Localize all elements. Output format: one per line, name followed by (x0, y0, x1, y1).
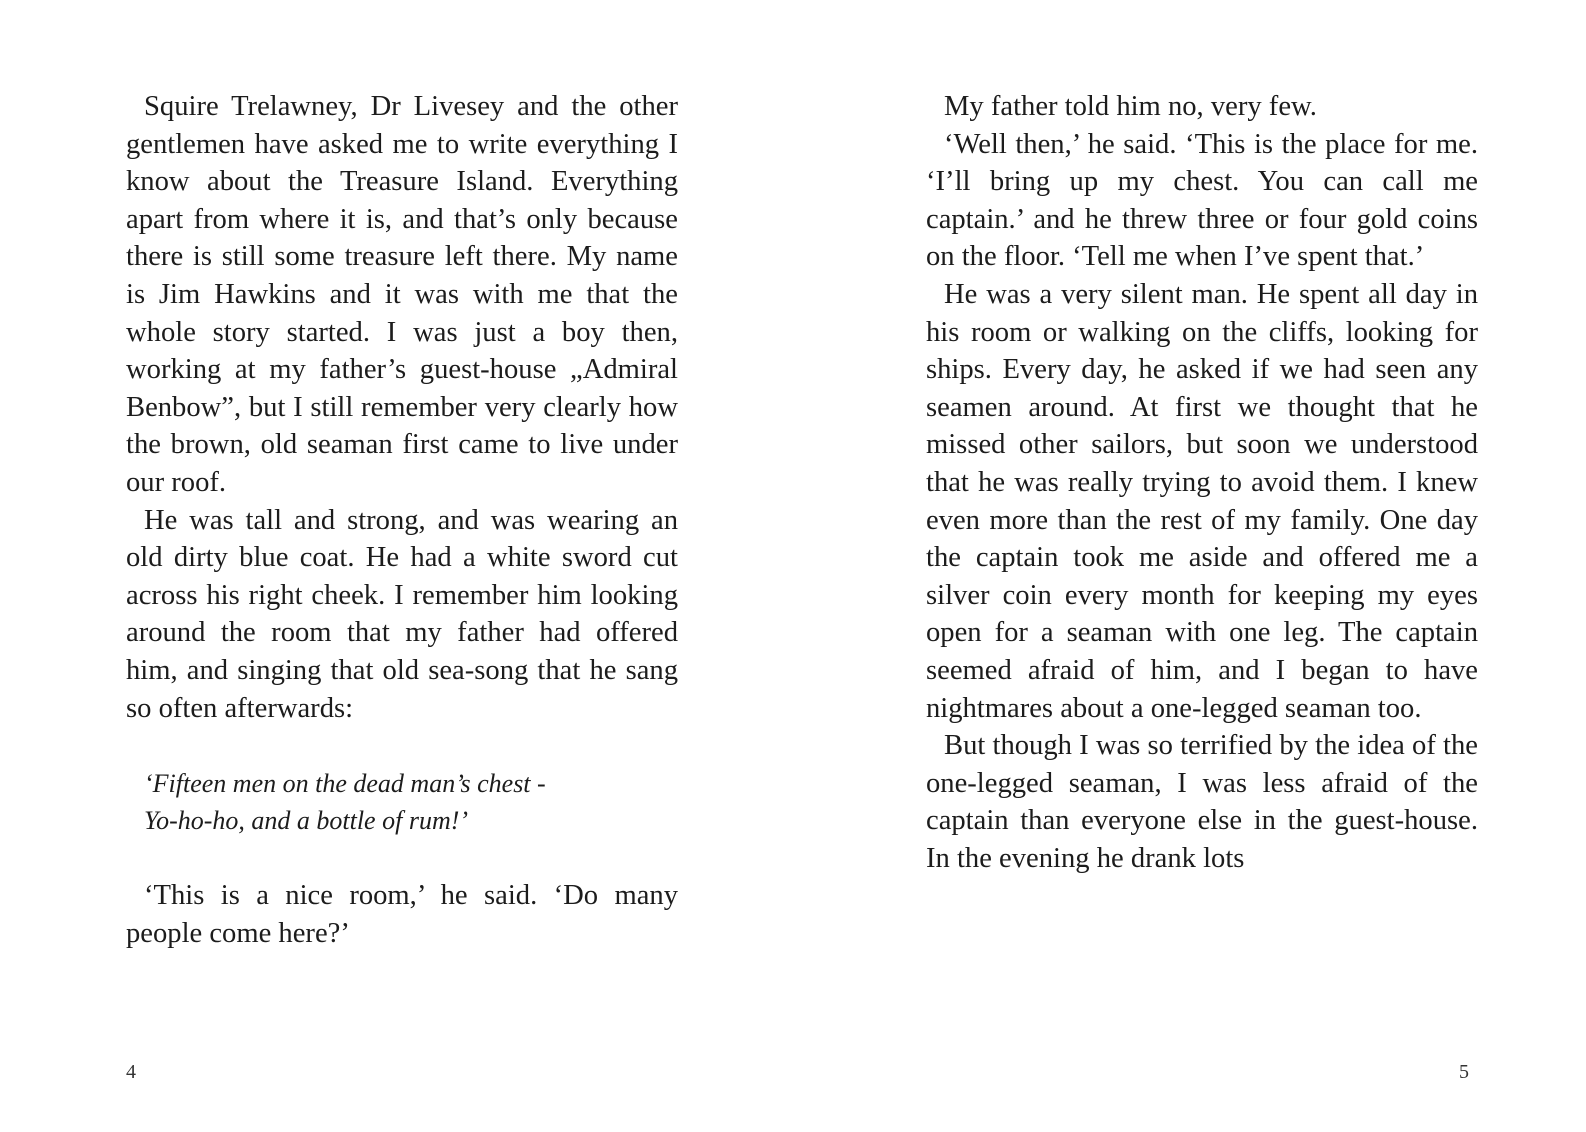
paragraph-4: But though I was so terrified by the idea of the one-legged seaman, I was less afraid of the captain than everyone else in the guest-house. In the evening he drank lots (926, 730, 1478, 874)
page-number-left: 4 (126, 1061, 136, 1083)
song-verse (144, 765, 678, 840)
song-line-1: ‘Fifteen men on the dead man’s chest - (144, 768, 546, 798)
song-line-2: Yo-ho-ho, and a bottle of rum!’ (144, 806, 469, 836)
paragraph-3: He was a very silent man. He spent all day in his room or walking on the cliffs, looking for ships. Every day, he asked if we had seen any seamen around. At first we thought that he missed other sailors, but soon we understood that he was really trying to avoid them. I knew even more than the rest of my family. One day the captain took me aside and offered me a silver coin every month for keeping my eyes open for a seaman with one leg. The captain seemed afraid of him, and I began to have nightmares about a one-legged seaman too. (926, 278, 1478, 724)
left-page (126, 88, 678, 953)
paragraph-2: He was tall and strong, and was wearing an old dirty blue coat. He had a white sword cut across his right cheek. I remember him looking around the room that my father had offered him, and singing that old sea-song that he sang so often afterwards: (126, 504, 678, 724)
page-number-right: 5 (1459, 1061, 1469, 1083)
paragraph-1: My father told him no, very few. (944, 91, 1317, 122)
paragraph-2: ‘Well then,’ he said. ‘This is the place for me. ‘I’ll bring up my chest. You can call me captain.’ and he threw three or four gold coins on the floor. ‘Tell me when I’ve spent that.’ (926, 128, 1478, 273)
paragraph-1: Squire Trelawney, Dr Livesey and the other gentlemen have asked me to write everything I know about the Treasure Island. Everything apart from where it is, and that’s only because there is still some treasure left there. My name is Jim Hawkins and it was with me that the whole story started. I was just a boy then, working at my father’s guest-house „Admiral Benbow”, but I still remember very clearly how the brown, old seaman first came to live under our roof. (126, 91, 678, 498)
right-page (926, 88, 1478, 877)
paragraph-3: ‘This is a nice room,’ he said. ‘Do many people come here?’ (126, 880, 678, 950)
